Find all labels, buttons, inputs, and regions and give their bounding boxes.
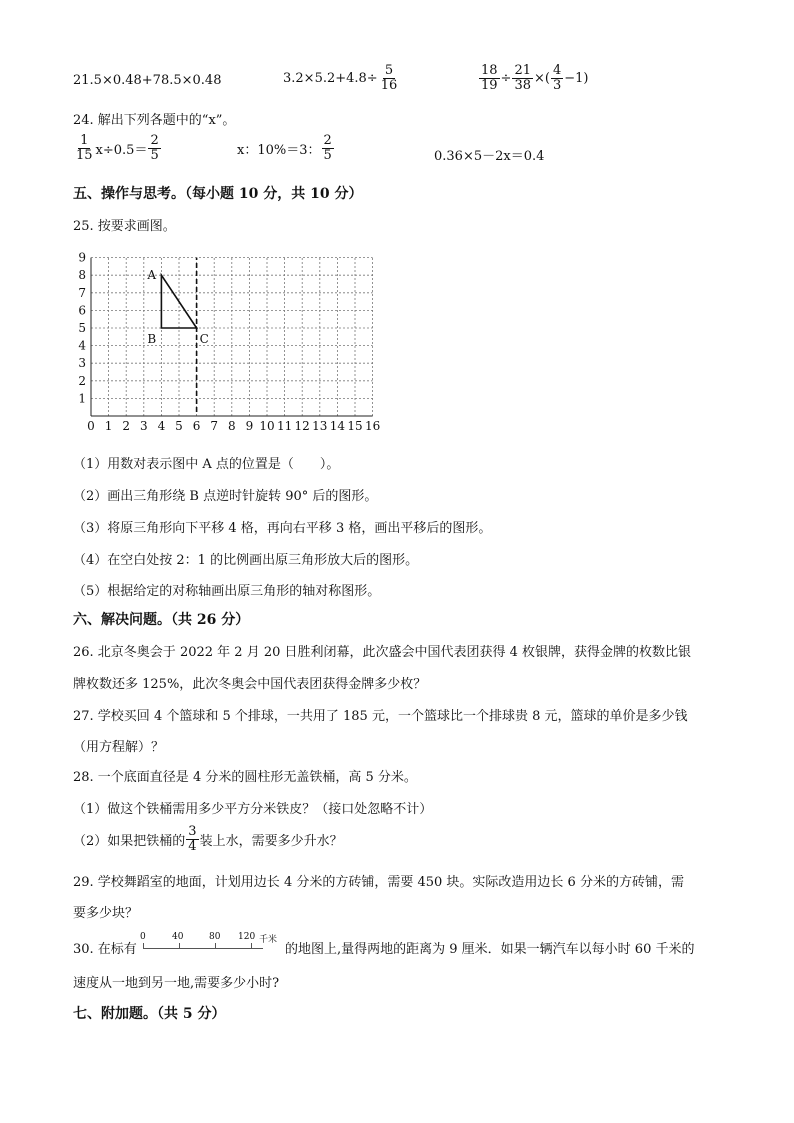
- y-tick-label: 6: [78, 303, 86, 318]
- scale-label: 40: [172, 932, 184, 942]
- section-5-heading: 五、操作与思考。（每小题 10 分，共 10 分）: [73, 186, 363, 202]
- y-tick-label: 8: [78, 268, 86, 283]
- y-tick-label: 7: [78, 285, 86, 300]
- q28-sub-1: （1）做这个铁桶需用多少平方分米铁皮？（接口处忽略不计）: [73, 802, 433, 817]
- fraction-denominator: 5: [323, 147, 332, 163]
- y-tick-label: 2: [78, 373, 86, 388]
- q29-line-1: 29. 学校舞蹈室的地面，计划用边长 4 分米的方砖铺，需要 450 块。实际改造用边长 6 分米的方砖铺，需: [73, 875, 684, 890]
- q30-post: 的地图上,量得两地的距离为 9 厘米．如果一辆汽车以每小时 60 千米的: [285, 942, 695, 957]
- fraction: [322, 134, 334, 162]
- x-tick-label: 12: [294, 419, 310, 433]
- x-tick-label: 8: [227, 419, 236, 433]
- fraction: [74, 134, 95, 162]
- scale-label: 80: [209, 932, 221, 942]
- x-tick-label: 7: [210, 419, 219, 433]
- fraction-numerator: 5: [384, 63, 394, 78]
- q25-title: 25. 按要求画图。: [73, 219, 176, 234]
- y-tick-label: 9: [78, 250, 86, 265]
- x-tick-label: 10: [259, 419, 275, 433]
- fraction: [379, 64, 400, 92]
- coordinate-grid: [70, 240, 390, 440]
- scale-bar-tick: [143, 943, 144, 948]
- x-tick-label: 11: [276, 419, 293, 433]
- x-tick-label: 0: [87, 419, 95, 433]
- vertex-label-a: A: [147, 268, 157, 283]
- fraction-numerator: 4: [552, 63, 562, 78]
- q30-line-2: 速度从一地到另一地,需要多少小时?: [73, 976, 280, 991]
- q28-title: 28. 一个底面直径是 4 分米的圆柱形无盖铁桶，高 5 分米。: [73, 770, 417, 785]
- y-tick-label: 4: [78, 338, 86, 353]
- calc-expr-1: 21.5×0.48+78.5×0.48: [73, 73, 222, 88]
- q25-item-5: （5）根据给定的对称轴画出原三角形的轴对称图形。: [73, 584, 381, 599]
- scale-bar-tick: [179, 943, 180, 948]
- y-tick-label: 3: [78, 356, 86, 371]
- q28-sub-2: [73, 825, 343, 853]
- vertex-label-b: B: [147, 332, 157, 346]
- fraction: [512, 64, 533, 92]
- calc-expr-3: [478, 64, 589, 92]
- q25-item-2: （2）画出三角形绕 B 点逆时针旋转 90° 后的图形。: [73, 489, 378, 504]
- fraction: [148, 134, 160, 162]
- fraction: [479, 64, 500, 92]
- calc-expr-2: [283, 64, 400, 92]
- operator: ÷: [500, 70, 512, 86]
- q27-line-1: 27. 学校买回 4 个篮球和 5 个排球，一共用了 185 元，一个篮球比一个排球贵 8 元，篮球的单价是多少钱: [73, 709, 688, 724]
- fraction: [186, 825, 198, 853]
- q30-pre: 30. 在标有: [73, 942, 137, 957]
- scale-bar-tick: [215, 943, 216, 948]
- fraction: [551, 64, 563, 92]
- fraction-numerator: 3: [188, 824, 197, 839]
- x-tick-label: 2: [122, 419, 131, 433]
- q28-sub-2-text: （2）如果把铁桶的: [73, 833, 186, 849]
- operator: −1): [564, 70, 589, 86]
- fraction-denominator: 19: [481, 77, 498, 93]
- equation-text: x：10%＝3：: [237, 142, 321, 158]
- x-tick-label: 16: [364, 419, 381, 433]
- x-tick-label: 1: [104, 419, 113, 433]
- fraction-numerator: 21: [514, 63, 531, 78]
- q28-sub-2-text: 装上水，需要多少升水？: [199, 833, 343, 849]
- q26-line-1: 26. 北京冬奥会于 2022 年 2 月 20 日胜利闭幕，此次盛会中国代表团获得 4 枚银牌，获得金牌的枚数比银: [73, 645, 692, 660]
- x-tick-label: 15: [347, 419, 363, 433]
- x-tick-label: 3: [139, 419, 148, 433]
- q24-eq3: 0.36×5－2x＝0.4: [434, 149, 545, 164]
- section-6-heading: 六、解决问题。（共 26 分）: [73, 612, 250, 628]
- x-tick-label: 5: [175, 419, 183, 433]
- fraction-numerator: 2: [150, 133, 159, 148]
- fraction-denominator: 3: [552, 77, 562, 93]
- fraction-denominator: 4: [188, 838, 197, 854]
- x-tick-label: 9: [245, 419, 254, 433]
- fraction-denominator: 38: [514, 77, 531, 93]
- scale-label: 120: [238, 932, 256, 942]
- calc-expr-2-text: 3.2×5.2+4.8÷: [283, 70, 378, 86]
- scale-bar-tick: [251, 943, 252, 948]
- x-tick-label: 14: [329, 419, 346, 433]
- fraction-denominator: 5: [150, 147, 159, 163]
- q25-item-1: （1）用数对表示图中 A 点的位置是（ ）。: [73, 457, 340, 472]
- fraction-denominator: 16: [380, 77, 398, 93]
- y-tick-label: 1: [78, 391, 86, 406]
- section-7-heading: 七、附加题。（共 5 分）: [73, 1006, 226, 1022]
- vertex-label-c: C: [199, 332, 209, 346]
- operator: ×(: [534, 70, 550, 86]
- fraction-numerator: 1: [80, 133, 89, 148]
- scale-bar-line: [143, 948, 263, 949]
- q25-item-4: （4）在空白处按 2：1 的比例画出原三角形放大后的图形。: [73, 553, 419, 568]
- x-tick-label: 13: [312, 419, 328, 433]
- y-tick-label: 5: [78, 321, 86, 335]
- scale-unit-label: 千米: [259, 935, 278, 945]
- q25-item-3: （3）将原三角形向下平移 4 格，再向右平移 3 格，画出平移后的图形。: [73, 521, 492, 536]
- q27-line-2: （用方程解）？: [73, 740, 165, 755]
- q29-line-2: 要多少块？: [73, 906, 139, 921]
- q24-eq2: [237, 134, 335, 162]
- fraction-denominator: 15: [76, 147, 93, 163]
- x-tick-label: 6: [192, 419, 201, 433]
- scale-label: 0: [140, 932, 146, 942]
- equation-text: x÷0.5＝: [95, 142, 148, 158]
- q26-line-2: 牌枚数还多 125%，此次冬奥会中国代表团获得金牌多少枚？: [73, 677, 427, 692]
- fraction-numerator: 2: [323, 133, 332, 148]
- fraction-numerator: 18: [481, 63, 498, 78]
- q24-title: 24. 解出下列各题中的“x”。: [73, 113, 236, 128]
- q24-eq1: [73, 134, 162, 162]
- x-tick-label: 4: [157, 419, 166, 433]
